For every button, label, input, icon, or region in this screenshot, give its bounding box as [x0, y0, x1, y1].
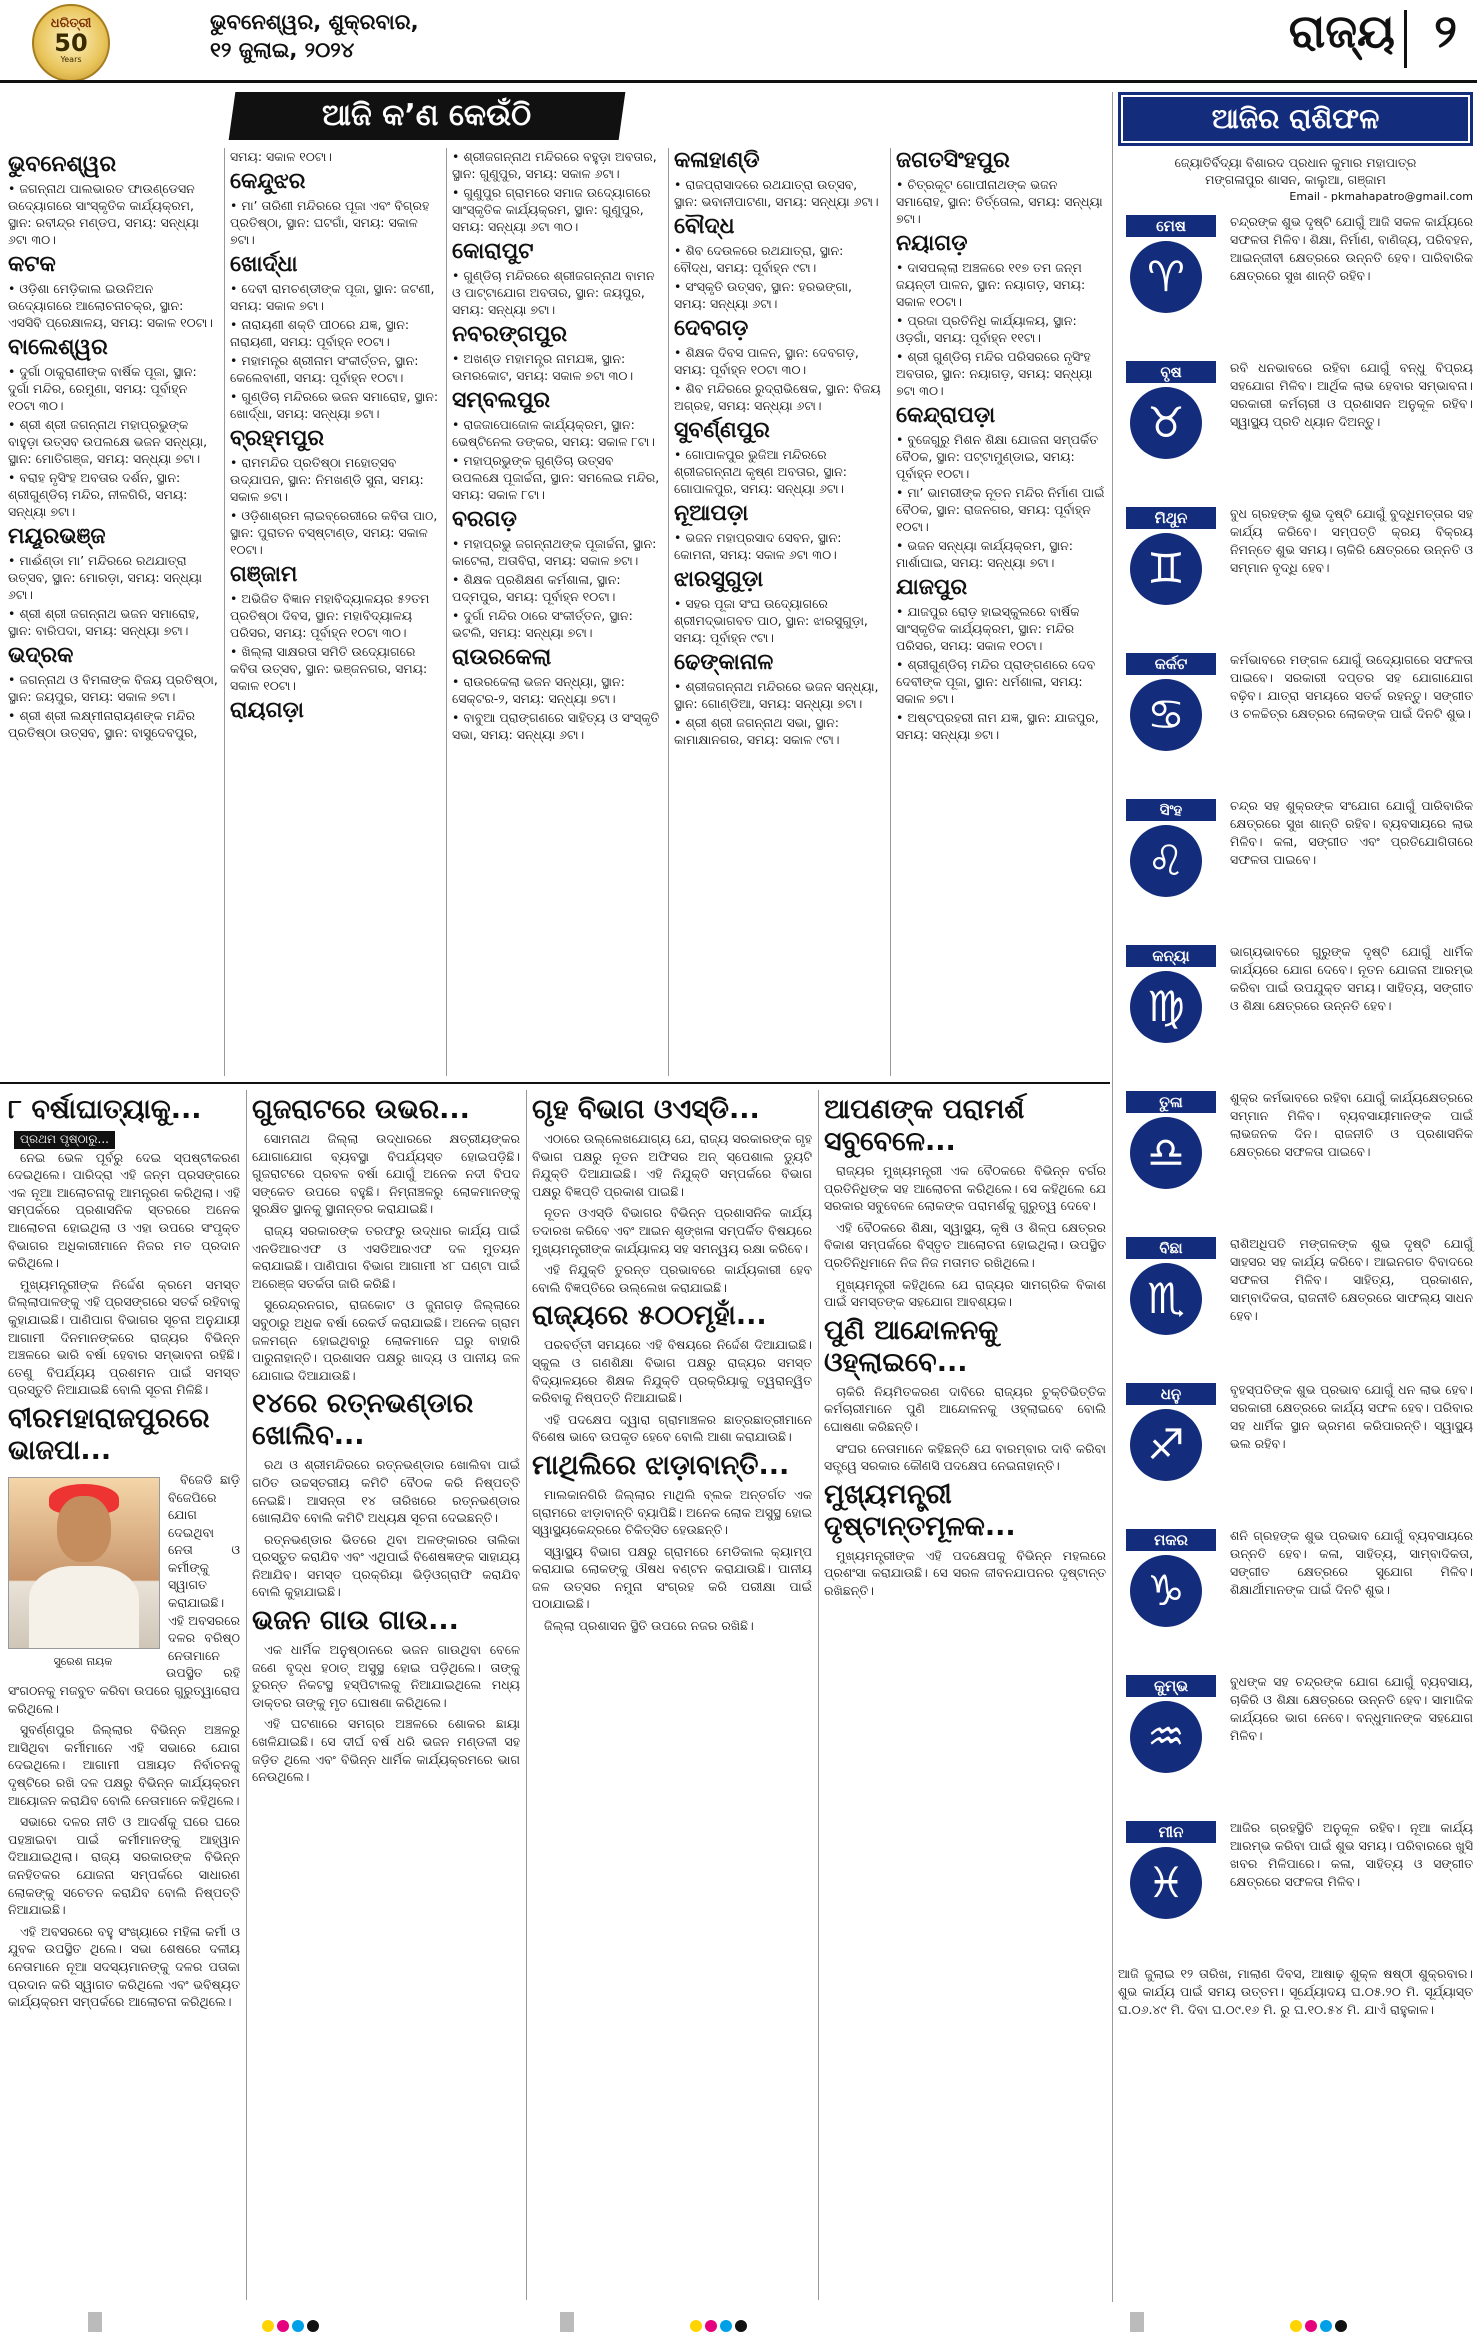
event-city-heading: ଖୋର୍ଦ୍ଧା	[230, 252, 298, 277]
headline-advice[interactable]: ଆପଣଙ୍କ ପରାମର୍ଶ ସବୁବେଳେ...	[824, 1094, 1025, 1157]
column-rule	[1112, 92, 1113, 2302]
event-item: • ଅଭିଜିତ ବିଜ୍ଞାନ ମହାବିଦ୍ୟାଳୟର ୫୨ତମ ପ୍ରତିଷ୍ଠା ଦିବସ, ସ୍ଥାନ: ମହାବିଦ୍ୟାଳୟ ପରିସର, ସମୟ: ପୂର୍ବାହ୍ନ ୧୦ଟା ୩୦।	[230, 590, 440, 641]
article-paragraph: ଏହି ପଦକ୍ଷେପ ଦ୍ୱାରା ଗ୍ରାମାଞ୍ଚଳର ଛାତ୍ରଛାତ୍ରୀମାନେ ବିଶେଷ ଭାବେ ଉପକୃତ ହେବେ ବୋଲି ଆଶା କରାଯାଉଛି।	[532, 1411, 812, 1445]
event-city-heading: ରାଉରକେଲା	[452, 645, 552, 670]
event-city-heading: ଝାରସୁଗୁଡ଼ା	[674, 567, 764, 592]
event-city-heading: ଢେଙ୍କାନାଳ	[674, 650, 774, 675]
event-city-heading: ଦେବଗଡ଼	[674, 316, 749, 341]
event-item: • ଯାଜପୁର ରୋଡ଼ ହାଇସ୍କୁଲରେ ବାର୍ଷିକ ସାଂସ୍କୃତିକ କାର୍ଯ୍ୟକ୍ରମ, ସ୍ଥାନ: ମନ୍ଦିର ପରିସର, ସମୟ: ସକାଳ ୧୦ଟା।	[896, 603, 1106, 654]
zodiac-forecast: ଶନି ଗ୍ରହଙ୍କ ଶୁଭ ପ୍ରଭାବ ଯୋଗୁଁ ବ୍ୟବସାୟରେ ଉନ୍ନତି ହେବ। କଳା, ସାହିତ୍ୟ, ସାମ୍ବାଦିକତା, ସଙ୍ଗୀତ କ୍ଷେତ୍ରରେ ସୁଯୋଗ ମିଳିବ। ଶିକ୍ଷାର୍ଥୀମାନଙ୍କ ପାଇଁ ଦିନଟି ଶୁଭ।	[1230, 1528, 1473, 1597]
masthead	[0, 0, 1477, 80]
logo-years-label: Years	[60, 55, 82, 64]
zodiac-label: ତୁଳା	[1126, 1091, 1216, 1113]
event-item: • ନାରାୟଣୀ ଶକ୍ତି ପୀଠରେ ଯଜ୍ଞ, ସ୍ଥାନ: ନାରାୟଣୀ, ସମୟ: ପୂର୍ବାହ୍ନ ୧୦ଟା।	[230, 316, 440, 350]
event-item: • ମହାପ୍ରଭୁ ଜଗନ୍ନାଥଙ୍କ ପୂଜାର୍ଚ୍ଚନା, ସ୍ଥାନ: କାଟେଲା, ଅତାବିରା, ସମୟ: ସକାଳ ୭ଟା।	[452, 535, 662, 569]
zodiac-label: ସିଂହ	[1126, 799, 1216, 821]
event-city-heading: ଭୁବନେଶ୍ୱର	[8, 152, 117, 177]
event-city-heading: ସୁବର୍ଣ୍ଣପୁର	[674, 418, 770, 443]
event-item: • ଚିତ୍ରକୂଟ ଗୋପୀନାଥଙ୍କ ଭଜନ ସମାରୋହ, ସ୍ଥାନ: ତିର୍ତ୍ତୋଲ, ସମୟ: ସନ୍ଧ୍ୟା ୭ଟା।	[896, 176, 1106, 227]
event-city-heading: ସମ୍ବଲପୁର	[452, 388, 551, 413]
zodiac-symbol-icon: ♓	[1130, 1847, 1202, 1919]
events-heading: ଆଜି କ’ଣ କେଉଁଠି	[229, 92, 626, 140]
zodiac-label: ଧନୁ	[1126, 1383, 1216, 1405]
section-title: ରାଜ୍ୟ	[1288, 4, 1395, 58]
event-item: • ଶ୍ରୀଜଗନ୍ନାଥ ମନ୍ଦିରରେ ବହୁଡ଼ା ଅବତାର, ସ୍ଥାନ: ଗୁଣୁପୁର, ସମୟ: ସକାଳ ୬ଟା।	[452, 148, 662, 182]
event-item: • ଅଖଣ୍ଡ ମହାମନ୍ତ୍ର ନାମଯଜ୍ଞ, ସ୍ଥାନ: ଉମରକୋଟ, ସମୟ: ସକାଳ ୭ଟା ୩୦।	[452, 350, 662, 384]
article-paragraph: ବିଜେଡି ଛାଡ଼ି ବିଜେପିରେ ଯୋଗ ଦେଇଥିବା ନେତା ଓ କର୍ମୀଙ୍କୁ ସ୍ୱାଗତ କରାଯାଇଛି। ଏହି ଅବସରରେ ଦଳର ବରିଷ୍ଠ ନେତାମାନେ ଉପସ୍ଥିତ ରହି ସଂଗଠନକୁ ମଜବୁତ କରିବା ଉପରେ ଗୁରୁତ୍ୱାରୋପ କରିଥିଲେ।	[8, 1471, 240, 1716]
dateline	[210, 8, 419, 64]
event-city-heading: ବ୍ରହ୍ମପୁର	[230, 426, 325, 451]
article-column-4	[824, 1090, 1106, 2300]
zodiac-entry	[1118, 1089, 1473, 1227]
event-item: • ଶ୍ରୀ ଶ୍ରୀ ଜଗନ୍ନାଥ ମହାପ୍ରଭୁଙ୍କ ବାହୁଡ଼ା ଉତ୍ସବ ଉପଲକ୍ଷେ ଭଜନ ସନ୍ଧ୍ୟା, ସ୍ଥାନ: ମୋତିଗଞ୍ଜ, ସମୟ: ସନ୍ଧ୍ୟା ୭ଟା।	[8, 416, 218, 467]
event-city-heading: କଟକ	[8, 252, 56, 277]
event-city-heading: ବୌଦ୍ଧ	[674, 214, 735, 239]
dateline-date: ୧୨ ଜୁଲାଇ, ୨୦୨୪	[210, 38, 355, 62]
article-paragraph: ଚାକିରି ନିୟମିତକରଣ ଦାବିରେ ରାଜ୍ୟର ଚୁକ୍ତିଭିତ୍ତିକ କର୍ମଚାରୀମାନେ ପୁଣି ଆନ୍ଦୋଳନକୁ ଓହ୍ଲାଇବେ ବୋଲି ଘୋଷଣା କରିଛନ୍ତି।	[824, 1383, 1106, 1434]
event-city-heading: ଭଦ୍ରକ	[8, 643, 74, 668]
print-mark	[560, 2312, 574, 2332]
zodiac-forecast: ଚନ୍ଦ୍ରଙ୍କ ଶୁଭ ଦୃଷ୍ଟି ଯୋଗୁଁ ଆଜି ସକଳ କାର୍ଯ୍ୟରେ ସଫଳତା ମିଳିବ। ଶିକ୍ଷା, ନିର୍ମାଣ, ବାଣିଜ୍ୟ, ପରିବହନ, ଆଇନ୍‌ଜୀବୀ କ୍ଷେତ୍ରରେ ଉନ୍ନତି ହେବ। ପାରିବାରିକ କ୍ଷେତ୍ରରେ ସୁଖ ଶାନ୍ତି ରହିବ।	[1230, 214, 1473, 283]
column-rule	[818, 1090, 819, 2300]
event-item: • ଗୁଣ୍ଡିଚା ମନ୍ଦିରରେ ଭଜନ ସମାରୋହ, ସ୍ଥାନ: ଖୋର୍ଦ୍ଧା, ସମୟ: ସନ୍ଧ୍ୟା ୭ଟା।	[230, 388, 440, 422]
headline-agitation[interactable]: ପୁଣି ଆନ୍ଦୋଳନକୁ ଓହ୍ଲାଇବେ...	[824, 1314, 999, 1378]
zodiac-label: ମେଷ	[1126, 215, 1216, 237]
events-listing	[8, 148, 1106, 1076]
headline-state-500[interactable]: ରାଜ୍ୟରେ ୫୦୦ମୃହାଁ...	[532, 1300, 767, 1332]
event-item: • ସଂସ୍କୃତି ଉତ୍ସବ, ସ୍ଥାନ: ହରଭଙ୍ଗା, ସମୟ: ସନ୍ଧ୍ୟା ୬ଟା।	[674, 278, 884, 312]
zodiac-entry	[1118, 505, 1473, 643]
event-item: • ଗୁଣ୍ଡିଚା ମନ୍ଦିରରେ ଶ୍ରୀଜଗନ୍ନାଥ ବାମନ ଓ ପାଟ୍ଟାଯୋଗ ଅବତାର, ସ୍ଥାନ: ଜୟପୁର, ସମୟ: ସନ୍ଧ୍ୟା ୭ଟା।	[452, 267, 662, 318]
event-item: • ଶିବ ମନ୍ଦିରରେ ରୁଦ୍ରାଭିଷେକ, ସ୍ଥାନ: ବିଜୟ ଅଗ୍ରହ, ସମୟ: ସନ୍ଧ୍ୟା ୬ଟା।	[674, 380, 884, 414]
event-item: • ରାଉରକେଲା ଭଜନ ସନ୍ଧ୍ୟା, ସ୍ଥାନ: ସେକ୍ଟର-୨, ସମୟ: ସନ୍ଧ୍ୟା ୭ଟା।	[452, 673, 662, 707]
event-city-heading: ନବରଙ୍ଗପୁର	[452, 322, 568, 347]
event-item: • ବାବୁଆ ପ୍ରାଙ୍ଗଣରେ ସାହିତ୍ୟ ଓ ସଂସ୍କୃତି ସଭା, ସମୟ: ସନ୍ଧ୍ୟା ୬ଟା।	[452, 709, 662, 743]
zodiac-forecast: ବୁଧଙ୍କ ସହ ଚନ୍ଦ୍ରଙ୍କ ଯୋଗ ଯୋଗୁଁ ବ୍ୟବସାୟ, ଚାକିରି ଓ ଶିକ୍ଷା କ୍ଷେତ୍ରରେ ଉନ୍ନତି ହେବ। ସାମାଜିକ କାର୍ଯ୍ୟରେ ଭାଗ ନେବେ। ବନ୍ଧୁମାନଙ୍କ ସହଯୋଗ ମିଳିବ।	[1230, 1674, 1473, 1743]
color-registration-marks	[1290, 2317, 1350, 2336]
event-item: • ଦାସପଲ୍ଲା ଅଞ୍ଚଳରେ ୧୧୭ ତମ ଜନ୍ମ ଜୟନ୍ତୀ ପାଳନ, ସ୍ଥାନ: ନୟାଗଡ଼, ସମୟ: ସକାଳ ୧୦ଟା।	[896, 259, 1106, 310]
dateline-place-day: ଭୁବନେଶ୍ୱର, ଶୁକ୍ରବାର,	[210, 10, 419, 34]
zodiac-forecast: ଶୁକ୍ର କର୍ମଭାବରେ ରହିବା ଯୋଗୁଁ କାର୍ଯ୍ୟକ୍ଷେତ୍ରରେ ସମ୍ମାନ ମିଳିବ। ବ୍ୟବସାୟୀମାନଙ୍କ ପାଇଁ ଲାଭଜନକ ଦିନ। ରାଜନୀତି ଓ ପ୍ରଶାସନିକ କ୍ଷେତ୍ରରେ ସଫଳତା ପାଇବେ।	[1230, 1090, 1473, 1159]
anniversary-seal	[32, 4, 110, 82]
event-city-heading: ନୟାଗଡ଼	[896, 231, 968, 256]
event-item: • ଶ୍ରୀଜଗନ୍ନାଥ ମନ୍ଦିରରେ ଭଜନ ସନ୍ଧ୍ୟା, ସ୍ଥାନ: ଗୋଣ୍ଡିଆ, ସମୟ: ସନ୍ଧ୍ୟା ୭ଟା।	[674, 678, 884, 712]
page-number: ୨	[1434, 4, 1457, 58]
zodiac-label: କୁମ୍ଭ	[1126, 1675, 1216, 1697]
column-rule	[246, 1090, 247, 2300]
event-item: • ଭଜନ ମହାପ୍ରସାଦ ସେବନ, ସ୍ଥାନ: କୋମନା, ସମୟ: ସକାଳ ୬ଟା ୩୦।	[674, 529, 884, 563]
astrologer-email[interactable]: Email - pkmahapatro@gmail.com	[1289, 190, 1473, 203]
headline-bjp[interactable]: ବୀରମହାରାଜପୁରରେ ଭାଜପା...	[8, 1402, 210, 1466]
continued-tag: ପ୍ରଥମ ପୃଷ୍ଠାରୁ...	[14, 1131, 115, 1149]
article-paragraph: ରାଜ୍ୟ ସରକାରଙ୍କ ତରଫରୁ ଉଦ୍ଧାର କାର୍ଯ୍ୟ ପାଇଁ ଏନଡିଆରଏଫ ଓ ଏସଡିଆରଏଫ ଦଳ ମୁତୟନ କରାଯାଇଛି। ପାଣିପାଗ ବିଭାଗ ଆଗାମୀ ୪୮ ଘଣ୍ଟା ପାଇଁ ଅରେଞ୍ଜ ସତର୍କତା ଜାରି କରିଛି।	[252, 1222, 520, 1291]
event-item: • ଶ୍ରୀଗୁଣ୍ଡିଚା ମନ୍ଦିର ପ୍ରାଙ୍ଗଣରେ ଦେବ ଦେବୀଙ୍କ ପୂଜା, ସ୍ଥାନ: ଧର୍ମଶାଳା, ସମୟ: ସକାଳ ୭ଟା।	[896, 656, 1106, 707]
article-paragraph: ଏହି ଅବସରରେ ବହୁ ସଂଖ୍ୟାରେ ମହିଳା କର୍ମୀ ଓ ଯୁବକ ଉପସ୍ଥିତ ଥିଲେ। ସଭା ଶେଷରେ ଦଳୀୟ ନେତାମାନେ ନୂଆ ସଦସ୍ୟମାନଙ୍କୁ ଦଳର ପତାକା ପ୍ରଦାନ କରି ସ୍ୱାଗତ କରିଥିଲେ ଏବଂ ଭବିଷ୍ୟତ କାର୍ଯ୍ୟକ୍ରମ ସମ୍ପର୍କରେ ଆଲୋଚନା କରିଥିଲେ।	[8, 1923, 240, 2010]
event-city-heading: ଗଞ୍ଜାମ	[230, 562, 298, 587]
article-paragraph: ଏହି ନିଯୁକ୍ତି ତୁରନ୍ତ ପ୍ରଭାବରେ କାର୍ଯ୍ୟକାରୀ ହେବ ବୋଲି ବିଜ୍ଞପ୍ତିରେ ଉଲ୍ଲେଖ କରାଯାଇଛି।	[532, 1262, 812, 1295]
event-item: • ରାଜଜାପୋଜୋଳ କାର୍ଯ୍ୟକ୍ରମ, ସ୍ଥାନ: ଭେଷ୍ଟିନେଲ ଡଙ୍କର, ସମୟ: ସକାଳ ୮ଟା।	[452, 416, 662, 450]
zodiac-symbol-icon: ♌	[1130, 825, 1202, 897]
zodiac-label: ବିଛା	[1126, 1237, 1216, 1259]
event-item: • ମାଈଁଣ୍ଡା ମା’ ମନ୍ଦିରରେ ରଥଯାତ୍ରା ଉତ୍ସବ, ସ୍ଥାନ: ମୋରଡ଼ା, ସମୟ: ସନ୍ଧ୍ୟା ୬ଟା।	[8, 552, 218, 603]
logo-name: ଧରିତ୍ରୀ	[50, 16, 92, 31]
color-registration-marks	[262, 2317, 322, 2336]
headline-ratna-bhandar[interactable]: ୧୪ରେ ରତ୍ନଭଣ୍ଡାର ଖୋଲିବ...	[252, 1388, 474, 1452]
article-paragraph: ଏହି ବୈଠକରେ ଶିକ୍ଷା, ସ୍ୱାସ୍ଥ୍ୟ, କୃଷି ଓ ଶିଳ୍ପ କ୍ଷେତ୍ରର ବିକାଶ ସମ୍ପର୍କରେ ବିସ୍ତୃତ ଆଲୋଚନା ହୋଇଥିଲା। ଉପସ୍ଥିତ ପ୍ରତିନିଧିମାନେ ନିଜ ନିଜ ମତାମତ ରଖିଥିଲେ।	[824, 1219, 1106, 1270]
headline-bhajan[interactable]: ଭଜନ ଗାଉ ଗାଉ...	[252, 1605, 459, 1637]
event-city-heading: ଯାଜପୁର	[896, 575, 968, 600]
event-item: • ଶିକ୍ଷକ ପ୍ରଶିକ୍ଷଣ କର୍ମଶାଳା, ସ୍ଥାନ: ପଦ୍ମପୁର, ସମୟ: ପୂର୍ବାହ୍ନ ୧୦ଟା।	[452, 571, 662, 605]
zodiac-entry	[1118, 651, 1473, 789]
zodiac-forecast: ଚନ୍ଦ୍ର ସହ ଶୁକ୍ରଙ୍କ ସଂଯୋଗ ଯୋଗୁଁ ପାରିବାରିକ କ୍ଷେତ୍ରରେ ସୁଖ ଶାନ୍ତି ରହିବ। ବ୍ୟବସାୟରେ ଲାଭ ମିଳିବ। କଳା, ସଙ୍ଗୀତ ଏବଂ ପ୍ରତିଯୋଗିତାରେ ସଫଳତା ପାଇବେ।	[1230, 798, 1473, 867]
event-city-heading: କେନ୍ଦ୍ରାପଡ଼ା	[896, 403, 996, 428]
event-item: • ଶିବ ଦେଉଳରେ ରଥଯାତ୍ରା, ସ୍ଥାନ: ବୌଦ୍ଧ, ସମୟ: ପୂର୍ବାହ୍ନ ୯ଟା।	[674, 242, 884, 276]
zodiac-entry	[1118, 1819, 1473, 1957]
article-paragraph: ମାଲକାନଗିରି ଜିଲ୍ଲାର ମାଥିଲି ବ୍ଲକ ଅନ୍ତର୍ଗତ ଏକ ଗ୍ରାମରେ ଝାଡ଼ାବାନ୍ତି ବ୍ୟାପିଛି। ଅନେକ ଲୋକ ଅସୁସ୍ଥ ହୋଇ ସ୍ୱାସ୍ଥ୍ୟକେନ୍ଦ୍ରରେ ଚିକିତ୍ସିତ ହେଉଛନ୍ତି।	[532, 1486, 812, 1538]
event-item: • ଶ୍ରୀ ଗୁଣ୍ଡିଚା ମନ୍ଦିର ପରିସରରେ ନୃସିଂହ ଅବତାର, ସ୍ଥାନ: ନୟାଗଡ଼, ସମୟ: ସନ୍ଧ୍ୟା ୭ଟା ୩୦।	[896, 348, 1106, 399]
zodiac-symbol-icon: ♉	[1130, 387, 1202, 459]
zodiac-symbol-icon: ♈	[1130, 241, 1202, 313]
article-paragraph: ରତ୍ନଭଣ୍ଡାର ଭିତରେ ଥିବା ଅଳଙ୍କାରର ତାଲିକା ପ୍ରସ୍ତୁତ କରାଯିବ ଏବଂ ଏଥିପାଇଁ ବିଶେଷଜ୍ଞଙ୍କ ସାହାଯ୍ୟ ନିଆଯିବ। ସମସ୍ତ ପ୍ରକ୍ରିୟା ଭିଡ଼ିଓଗ୍ରାଫି କରାଯିବ ବୋଲି କୁହାଯାଇଛି।	[252, 1531, 520, 1600]
color-registration-marks	[690, 2317, 750, 2336]
article-column-1	[8, 1090, 240, 2300]
event-item: • ଓଡ଼ିଶା ମେଡ଼ିକାଲ ଇଉନିଅନ ଉଦ୍ୟୋଗରେ ଆଲୋଚନାଚକ୍ର, ସ୍ଥାନ: ଏସସିବି ପ୍ରେକ୍ଷାଳୟ, ସମୟ: ସକାଳ ୧୦ଟା।	[8, 280, 218, 331]
event-item: • ଜଗନ୍ନାଥ ଓ ବିମଳାଙ୍କ ବିଜୟ ପ୍ରତିଷ୍ଠା, ସ୍ଥାନ: ଜୟପୁର, ସମୟ: ସକାଳ ୭ଟା।	[8, 671, 218, 705]
article-paragraph: ସୋମନାଥ ଜିଲ୍ଲା ଉଦ୍ଧାରରେ କ୍ଷତ୍ରୀୟଙ୍କର ଯୋଗାଯୋଗ ବ୍ୟବସ୍ଥା ବିପର୍ଯ୍ୟସ୍ତ ହୋଇପଡ଼ିଛି। ଗୁଜରାଟରେ ପ୍ରବଳ ବର୍ଷା ଯୋଗୁଁ ଅନେକ ନଦୀ ବିପଦ ସଙ୍କେତ ଉପରେ ବହୁଛି। ନିମ୍ନାଞ୍ଚଳରୁ ଲୋକମାନଙ୍କୁ ସୁରକ୍ଷିତ ସ୍ଥାନକୁ ସ୍ଥାନାନ୍ତର କରାଯାଇଛି।	[252, 1131, 520, 1217]
zodiac-symbol-icon: ♊	[1130, 533, 1202, 605]
event-item: • ଖିଲ୍ଲା ସାକ୍ଷରତା ସମିତି ଉଦ୍ୟୋଗରେ କବିତା ଉତ୍ସବ, ସ୍ଥାନ: ଭଞ୍ଜନଗର, ସମୟ: ସକାଳ ୧୦ଟା।	[230, 643, 440, 694]
zodiac-symbol-icon: ♋	[1130, 679, 1202, 751]
event-city-heading: ବରଗଡ଼	[452, 507, 517, 532]
event-item: • ଜଗନ୍ନାଥ ପାଲଭାରତ ଫାଉଣ୍ଡେସନ ଉଦ୍ୟୋଗରେ ସାଂସ୍କୃତିକ କାର୍ଯ୍ୟକ୍ରମ, ସ୍ଥାନ: ରବୀନ୍ଦ୍ର ମଣ୍ଡପ, ସମୟ: ସନ୍ଧ୍ୟା ୬ଟା ୩୦।	[8, 180, 218, 248]
zodiac-forecast: ଆଜିର ଗ୍ରହସ୍ଥିତି ଅନୁକୂଳ ରହିବ। ନୂଆ କାର୍ଯ୍ୟ ଆରମ୍ଭ କରିବା ପାଇଁ ଶୁଭ ସମୟ। ପରିବାରରେ ଖୁସି ଖବର ମିଳିପାରେ। କଳା, ସାହିତ୍ୟ ଓ ସଙ୍ଗୀତ କ୍ଷେତ୍ରରେ ସଫଳତା ମିଳିବ।	[1230, 1820, 1473, 1889]
zodiac-symbol-icon: ♏	[1130, 1263, 1202, 1335]
article-paragraph: ଏକ ଧାର୍ମିକ ଅନୁଷ୍ଠାନରେ ଭଜନ ଗାଉଥିବା ବେଳେ ଜଣେ ବୃଦ୍ଧ ହଠାତ୍ ଅସୁସ୍ଥ ହୋଇ ପଡ଼ିଥିଲେ। ତାଙ୍କୁ ତୁରନ୍ତ ନିକଟସ୍ଥ ହସ୍ପିଟାଲକୁ ନିଆଯାଇଥିଲେ ମଧ୍ୟ ଡାକ୍ତର ତାଙ୍କୁ ମୃତ ଘୋଷଣା କରିଥିଲେ।	[252, 1642, 520, 1710]
event-city-heading: ବାଲେଶ୍ୱର	[8, 335, 108, 360]
article-paragraph: ମୁଖ୍ୟମନ୍ତ୍ରୀଙ୍କ ଏହି ପଦକ୍ଷେପକୁ ବିଭିନ୍ନ ମହଲରେ ପ୍ରଶଂସା କରାଯାଉଛି। ସେ ସରଳ ଜୀବନଯାପନର ଦୃଷ୍ଟାନ୍ତ ରଖିଛନ୍ତି।	[824, 1547, 1106, 1598]
event-item: • ଭଜନ ସନ୍ଧ୍ୟା କାର୍ଯ୍ୟକ୍ରମ, ସ୍ଥାନ: ମାର୍ଶାଘାଇ, ସମୟ: ସନ୍ଧ୍ୟା ୭ଟା।	[896, 537, 1106, 571]
event-city-heading: କଳାହାଣ୍ଡି	[674, 148, 760, 173]
zodiac-symbol-icon: ♐	[1130, 1409, 1202, 1481]
event-city-heading: ମୟୂରଭଞ୍ଜ	[8, 524, 106, 549]
newspaper-logo[interactable]	[10, 4, 178, 76]
event-item: • ଶ୍ରୀ ଶ୍ରୀ ଜଗନ୍ନାଥ ଭଜନ ସମାରୋହ, ସ୍ଥାନ: ବାରିପଦା, ସମୟ: ସନ୍ଧ୍ୟା ୭ଟା।	[8, 605, 218, 639]
event-city-heading: ଜଗତସିଂହପୁର	[896, 148, 1010, 173]
article-paragraph: ଏଠାରେ ଉଲ୍ଲେଖଯୋଗ୍ୟ ଯେ, ରାଜ୍ୟ ସରକାରଙ୍କ ଗୃହ ବିଭାଗ ପକ୍ଷରୁ ନୂତନ ଅଫିସର ଅନ୍ ସ୍ପେଶାଲ ଡ୍ୟୁଟି ନିଯୁକ୍ତି ଦିଆଯାଇଛି। ଏହି ନିଯୁକ୍ତି ସମ୍ପର୍କରେ ବିଭାଗ ପକ୍ଷରୁ ବିଜ୍ଞପ୍ତି ପ୍ରକାଶ ପାଇଛି।	[532, 1131, 812, 1199]
article-paragraph: ପରବର୍ତ୍ତୀ ସମୟରେ ଏହି ବିଷୟରେ ନିର୍ଦ୍ଦେଶ ଦିଆଯାଇଛି। ସ୍କୁଲ ଓ ଗଣଶିକ୍ଷା ବିଭାଗ ପକ୍ଷରୁ ରାଜ୍ୟର ସମସ୍ତ ବିଦ୍ୟାଳୟରେ ଶିକ୍ଷକ ନିଯୁକ୍ତି ପ୍ରକ୍ରିୟାକୁ ତ୍ୱରାନ୍ୱିତ କରିବାକୁ ନିଷ୍ପତ୍ତି ନିଆଯାଇଛି।	[532, 1337, 812, 1406]
zodiac-label: ବୃଷ	[1126, 361, 1216, 383]
event-item: • ବରାହ ନୃସିଂହ ଅବତାର ଦର୍ଶନ, ସ୍ଥାନ: ଶ୍ରୀଗୁଣ୍ଡିଚା ମନ୍ଦିର, ନୀଳଗିରି, ସମୟ: ସନ୍ଧ୍ୟା ୭ଟା।	[8, 469, 218, 520]
event-city-heading: ରାୟଗଡ଼ା	[230, 698, 304, 723]
event-item: • ଦେବୀ ରାମଚଣ୍ଡୀଙ୍କ ପୂଜା, ସ୍ଥାନ: ଜଟଣୀ, ସମୟ: ସକାଳ ୭ଟା।	[230, 280, 440, 314]
event-item: • ରାଜପ୍ରାସାଦରେ ରଥଯାତ୍ରା ଉତ୍ସବ, ସ୍ଥାନ: ଭବାନୀପାଟଣା, ସମୟ: ସନ୍ଧ୍ୟା ୬ଟା।	[674, 176, 884, 210]
header-rule	[0, 80, 1477, 83]
zodiac-forecast: ଭାଗ୍ୟଭାବରେ ଗୁରୁଙ୍କ ଦୃଷ୍ଟି ଯୋଗୁଁ ଧାର୍ମିକ କାର୍ଯ୍ୟରେ ଯୋଗ ଦେବେ। ନୂତନ ଯୋଜନା ଆରମ୍ଭ କରିବା ପାଇଁ ଉପଯୁକ୍ତ ସମୟ। ସାହିତ୍ୟ, ସଙ୍ଗୀତ ଓ ଶିକ୍ଷା କ୍ଷେତ୍ରରେ ଉନ୍ନତି ହେବ।	[1230, 944, 1473, 1013]
event-item: • ପ୍ରଜା ପ୍ରତିନିଧି କାର୍ଯ୍ୟାଳୟ, ସ୍ଥାନ: ଓଡ଼ଗାଁ, ସମୟ: ପୂର୍ବାହ୍ନ ୧୧ଟା।	[896, 312, 1106, 346]
zodiac-label: ମକର	[1126, 1529, 1216, 1551]
zodiac-entry	[1118, 1673, 1473, 1811]
print-mark	[1130, 2312, 1144, 2332]
event-item: • ରାମମନ୍ଦିର ପ୍ରତିଷ୍ଠା ମହୋତ୍ସବ ଉଦ୍‌ଯାପନ, ସ୍ଥାନ: ନିମଖଣ୍ଡି ସୁନା, ସମୟ: ସକାଳ ୭ଟା।	[230, 454, 440, 505]
event-item: • ସହର ପୂଜା ସଂଘ ଉଦ୍ୟୋଗରେ ଶ୍ରୀମଦ୍ଭାଗବତ ପାଠ, ସ୍ଥାନ: ଝାରସୁଗୁଡ଼ା, ସମୟ: ପୂର୍ବାହ୍ନ ୯ଟା।	[674, 595, 884, 646]
person-photo	[8, 1477, 160, 1649]
astrologer-place: ମଙ୍ଗଳାପୁର ଶାସନ, କାଲୁଆ, ଗଞ୍ଜାମ	[1205, 172, 1386, 187]
article-column-2	[252, 1090, 520, 2300]
article-paragraph: ଏହି ଘଟଣାରେ ସମଗ୍ର ଅଞ୍ଚଳରେ ଶୋକର ଛାୟା ଖେଳିଯାଇଛି। ସେ ଦୀର୍ଘ ବର୍ଷ ଧରି ଭଜନ ମଣ୍ଡଳୀ ସହ ଜଡ଼ିତ ଥିଲେ ଏବଂ ବିଭିନ୍ନ ଧାର୍ମିକ କାର୍ଯ୍ୟକ୍ରମରେ ଭାଗ ନେଉଥିଲେ।	[252, 1716, 520, 1785]
zodiac-entry	[1118, 797, 1473, 935]
zodiac-entry	[1118, 1381, 1473, 1519]
headline-cm[interactable]: ମୁଖ୍ୟମନ୍ତ୍ରୀ ଦୃଷ୍ଟାନ୍ତମୂଳକ...	[824, 1478, 1016, 1542]
zodiac-forecast: ବୁଧ ଗ୍ରହଙ୍କ ଶୁଭ ଦୃଷ୍ଟି ଯୋଗୁଁ ବୁଦ୍ଧିମତ୍ତାର ସହ କାର୍ଯ୍ୟ କରିବେ। ସମ୍ପତ୍ତି କ୍ରୟ ବିକ୍ରୟ ନିମନ୍ତେ ଶୁଭ ସମୟ। ଚାକିରି କ୍ଷେତ୍ରରେ ଉନ୍ନତି ଓ ସମ୍ମାନ ବୃଦ୍ଧି ହେବ।	[1230, 506, 1473, 575]
zodiac-forecast: ରବି ଧନଭାବରେ ରହିବା ଯୋଗୁଁ ବନ୍ଧୁ ବିପ୍ରୟ ସହଯୋଗ ମିଳିବ। ଆର୍ଥିକ ଲାଭ ହେବାର ସମ୍ଭାବନା। ସରକାରୀ କର୍ମଚାରୀ ଓ ପ୍ରଶାସନ ଅନୁକୂଳ ରହିବ। ସ୍ୱାସ୍ଥ୍ୟ ପ୍ରତି ଧ୍ୟାନ ଦିଅନ୍ତୁ।	[1230, 360, 1473, 429]
article-paragraph: ସୁରେନ୍ଦ୍ରନଗର, ରାଜକୋଟ ଓ ଜୁନାଗଡ଼ ଜିଲ୍ଲାରେ ସବୁଠାରୁ ଅଧିକ ବର୍ଷା ରେକର୍ଡ କରାଯାଇଛି। ଅନେକ ଗ୍ରାମ ଜଳମଗ୍ନ ହୋଇଥିବାରୁ ଲୋକମାନେ ଘରୁ ବାହାରି ପାରୁନାହାନ୍ତି। ପ୍ରଶାସନ ପକ୍ଷରୁ ଖାଦ୍ୟ ଓ ପାନୀୟ ଜଳ ଯୋଗାଇ ଦିଆଯାଉଛି।	[252, 1297, 520, 1383]
article-paragraph: ରାଜ୍ୟର ମୁଖ୍ୟମନ୍ତ୍ରୀ ଏକ ବୈଠକରେ ବିଭିନ୍ନ ବର୍ଗର ପ୍ରତିନିଧିଙ୍କ ସହ ଆଲୋଚନା କରିଥିଲେ। ସେ କହିଥିଲେ ଯେ ସରକାର ସବୁବେଳେ ଲୋକଙ୍କ ପରାମର୍ଶକୁ ଗୁରୁତ୍ୱ ଦେବେ।	[824, 1163, 1106, 1214]
event-item: • ଶିକ୍ଷକ ଦିବସ ପାଳନ, ସ୍ଥାନ: ଦେବଗଡ଼, ସମୟ: ପୂର୍ବାହ୍ନ ୧୦ଟା ୩୦।	[674, 344, 884, 378]
article-paragraph: ସ୍ୱାସ୍ଥ୍ୟ ବିଭାଗ ପକ୍ଷରୁ ଗ୍ରାମରେ ମେଡିକାଲ କ୍ୟାମ୍ପ କରାଯାଇ ଲୋକଙ୍କୁ ଔଷଧ ବଣ୍ଟନ କରାଯାଉଛି। ପାନୀୟ ଜଳ ଉତ୍ସର ନମୁନା ସଂଗ୍ରହ କରି ପରୀକ୍ଷା ପାଇଁ ପଠାଯାଇଛି।	[532, 1543, 812, 1612]
zodiac-symbol-icon: ♒	[1130, 1701, 1202, 1773]
zodiac-symbol-icon: ♎	[1130, 1117, 1202, 1189]
article-paragraph: ନୂତନ ଓଏସ୍‌ଡି ବିଭାଗର ବିଭିନ୍ନ ପ୍ରଶାସନିକ କାର୍ଯ୍ୟ ତଦାରଖ କରିବେ ଏବଂ ଆଇନ ଶୃଙ୍ଖଳା ସମ୍ପର୍କିତ ବିଷୟରେ ମୁଖ୍ୟମନ୍ତ୍ରୀଙ୍କ କାର୍ଯ୍ୟାଳୟ ସହ ସମନ୍ୱୟ ରକ୍ଷା କରିବେ।	[532, 1205, 812, 1256]
zodiac-label: ମୀନ	[1126, 1821, 1216, 1843]
event-item: • ଗୁଣୁପୁର ଗ୍ରାମରେ ସମାଜ ଉଦ୍ୟୋଗରେ ସାଂସ୍କୃତିକ କାର୍ଯ୍ୟକ୍ରମ, ସ୍ଥାନ: ଗୁଣୁପୁର, ସମୟ: ସନ୍ଧ୍ୟା ୬ଟା ୩୦।	[452, 184, 662, 235]
event-item: • ମା’ ଭାମରୀଙ୍କ ନୂତନ ମନ୍ଦିର ନିର୍ମାଣ ପାଇଁ ବୈଠକ, ସ୍ଥାନ: ରାଜନଗର, ସମୟ: ପୂର୍ବାହ୍ନ ୧୦ଟା।	[896, 484, 1106, 535]
zodiac-entry	[1118, 1235, 1473, 1373]
zodiac-label: କର୍କଟ	[1126, 653, 1216, 675]
event-item: • ଓଡ଼ିଶାଶ୍ରମ ଲାଇବ୍ରେରୀରେ କବିତା ପାଠ, ସ୍ଥାନ: ପୁରାତନ ବସ୍‌ଷ୍ଟାଣ୍ଡ, ସମୟ: ସକାଳ ୧୦ଟା।	[230, 507, 440, 558]
article-column-3	[532, 1090, 812, 2300]
headline-mathili[interactable]: ମାଥିଲିରେ ଝାଡ଼ାବାନ୍ତି...	[532, 1449, 790, 1481]
event-item: • ଦୁର୍ଗା ମନ୍ଦିର ଠାରେ ସଂକୀର୍ତ୍ତନ, ସ୍ଥାନ: ଭଟଲି, ସମୟ: ସନ୍ଧ୍ୟା ୭ଟା।	[452, 607, 662, 641]
horoscope-title: ଆଜିର ରାଶିଫଳ	[1118, 92, 1473, 146]
event-item: • ଶ୍ରୀ ଶ୍ରୀ ଜଗନ୍ନାଥ ସଭା, ସ୍ଥାନ: କାମାକ୍ଷାନଗର, ସମୟ: ସକାଳ ୯ଟା।	[674, 714, 884, 748]
zodiac-entry	[1118, 1527, 1473, 1665]
zodiac-symbol-icon: ♍	[1130, 971, 1202, 1043]
headline-home-dept[interactable]: ଗୃହ ବିଭାଗ ଓଏସ୍‌ଡି...	[532, 1094, 760, 1125]
event-city-heading: କୋରାପୁଟ	[452, 239, 534, 264]
header-divider	[1404, 10, 1407, 68]
event-item: • ଶ୍ରୀ ଶ୍ରୀ ଲକ୍ଷ୍ମୀନାରାୟଣଙ୍କ ମନ୍ଦିର ପ୍ରତିଷ୍ଠା ଉତ୍ସବ, ସ୍ଥାନ: ବାସୁଦେବପୁର, ସମୟ: ସକାଳ ୧୦ଟା।	[8, 148, 440, 748]
column-rule	[526, 1090, 527, 2300]
article-paragraph: ମୁଖ୍ୟମନ୍ତ୍ରୀ କହିଥିଲେ ଯେ ରାଜ୍ୟର ସାମଗ୍ରିକ ବିକାଶ ପାଇଁ ସମସ୍ତଙ୍କ ସହଯୋଗ ଆବଶ୍ୟକ।	[824, 1276, 1106, 1310]
article-paragraph: ସଭାରେ ଦଳର ନୀତି ଓ ଆଦର୍ଶକୁ ଘରେ ଘରେ ପହଞ୍ଚାଇବା ପାଇଁ କର୍ମୀମାନଙ୍କୁ ଆହ୍ୱାନ ଦିଆଯାଇଥିଲା। ରାଜ୍ୟ ସରକାରଙ୍କ ବିଭିନ୍ନ ଜନହିତକର ଯୋଜନା ସମ୍ପର୍କରେ ସାଧାରଣ ଲୋକଙ୍କୁ ସଚେତନ କରାଯିବ ବୋଲି ନିଷ୍ପତ୍ତି ନିଆଯାଇଛି।	[8, 1814, 240, 1918]
zodiac-entry	[1118, 359, 1473, 497]
print-mark	[88, 2312, 102, 2332]
headline-gujarat[interactable]: ଗୁଜରାଟରେ ଉଭର...	[252, 1094, 470, 1125]
article-paragraph: ଜିଲ୍ଲା ପ୍ରଶାସନ ସ୍ଥିତି ଉପରେ ନଜର ରଖିଛି।	[544, 1618, 754, 1634]
article-paragraph: ନେଇ ଭେଳ ପୂର୍ବରୁ ଦେଇ ସ୍ପଷ୍ଟୀକରଣ ଦେଇଥିଲେ। ପାରିଦ୍ରା ଏହି ଜନ୍ମ ପ୍ରସଙ୍ଗରେ ଏକ ନୂଆ ଆଲୋଚନାକୁ ଆମନ୍ତ୍ରଣ କରିଥିଲା। ଏହି ସମ୍ପର୍କରେ ପ୍ରଶାସନିକ ସ୍ତରରେ ଅନେକ ଆଲୋଚନା ହୋଇଥିଲା ଓ ଏହା ଉପରେ ସଂପୃକ୍ତ ବିଭାଗର ଅଧିକାରୀମାନେ ନିଜର ମତ ପ୍ରଦାନ କରିଥିଲେ।	[8, 1149, 240, 1271]
logo-years: 50	[54, 29, 88, 57]
astrologer-credit	[1118, 154, 1473, 205]
zodiac-entry	[1118, 213, 1473, 351]
astrologer-name: ଜ୍ୟୋତିର୍ବିଦ୍ୟା ବିଶାରଦ ପ୍ରଧାନ କୁମାର ମହାପାତ୍ର	[1174, 155, 1417, 170]
event-city-heading: କେନ୍ଦୁଝର	[230, 169, 306, 194]
zodiac-forecast: ରାଶିଅଧିପତି ମଙ୍ଗଳଙ୍କ ଶୁଭ ଦୃଷ୍ଟି ଯୋଗୁଁ ସାହସର ସହ କାର୍ଯ୍ୟ କରିବେ। ଆଇନଗତ ବିବାଦରେ ସଫଳତା ମିଳିବ। ସାହିତ୍ୟ, ପ୍ରକାଶନ, ସାମ୍ବାଦିକତା, ରାଜନୀତି କ୍ଷେତ୍ରରେ ସାଫଲ୍ୟ ସାଧନ ହେବ।	[1230, 1236, 1473, 1323]
almanac-note: ଆଜି ଜୁଲାଇ ୧୨ ତାରିଖ, ମାଲାଣ ଦିବସ, ଆଷାଢ଼ ଶୁକ୍ଳ ଷଷ୍ଠୀ ଶୁକ୍ରବାର। ଶୁଭ କାର୍ଯ୍ୟ ପାଇଁ ସମୟ ଉତ୍ତମ। ସୂର୍ଯ୍ୟୋଦୟ ଘ.୦୫.୨୦ ମି. ସୂର୍ଯ୍ୟାସ୍ତ ଘ.୦୬.୪୯ ମି. ଦିବା ଘ.୦୯.୧୬ ମି. ରୁ ଘ.୧୦.୫୪ ମି. ଯାଏଁ ରାହୁକାଳ।	[1118, 1966, 1473, 2017]
zodiac-symbol-icon: ♑	[1130, 1555, 1202, 1627]
zodiac-forecast: କର୍ମଭାବରେ ମଙ୍ଗଳ ଯୋଗୁଁ ଉଦ୍ୟୋଗରେ ସଫଳତା ପାଇବେ। ସରକାରୀ ଦପ୍ତର ସହ ଯୋଗାଯୋଗ ବଢ଼ିବ। ଯାତ୍ରା ସମୟରେ ସତର୍କ ରହନ୍ତୁ। ସଙ୍ଗୀତ ଓ ଚଳଚ୍ଚିତ୍ର କ୍ଷେତ୍ରର ଲୋକଙ୍କ ପାଇଁ ଦିନଟି ଶୁଭ।	[1230, 652, 1473, 721]
event-city-heading: ନୂଆପଡ଼ା	[674, 501, 749, 526]
headline-rain[interactable]: ୮ ବର୍ଷାଘାତ୍ୟାକୁ...	[8, 1094, 202, 1125]
zodiac-label: ମିଥୁନ	[1126, 507, 1216, 529]
event-item: • ଅଷ୍ଟପ୍ରହରୀ ନାମ ଯଜ୍ଞ, ସ୍ଥାନ: ଯାଜପୁର, ସମୟ: ସନ୍ଧ୍ୟା ୭ଟା।	[896, 709, 1106, 743]
event-item: • ଗୋପାଳପୁର ଭୁଜିଆ ମନ୍ଦିରରେ ଶ୍ରୀଜଗନ୍ନାଥ କୃଷ୍ଣ ଅବତାର, ସ୍ଥାନ: ଗୋପାଳପୁର, ସମୟ: ସନ୍ଧ୍ୟା ୬ଟା।	[674, 446, 884, 497]
article-paragraph: ସଂଘର ନେତାମାନେ କହିଛନ୍ତି ଯେ ବାରମ୍ବାର ଦାବି କରିବା ସତ୍ତ୍ୱେ ସରକାର କୌଣସି ପଦକ୍ଷେପ ନେଇନାହାନ୍ତି।	[824, 1440, 1106, 1474]
event-item: • ମା’ ତାରିଣୀ ମନ୍ଦିରରେ ପୂଜା ଏବଂ ବିଗ୍ରହ ପ୍ରତିଷ୍ଠା, ସ୍ଥାନ: ଘଟଗାଁ, ସମୟ: ସକାଳ ୭ଟା।	[230, 197, 440, 248]
event-item: • ମହାମନ୍ତ୍ର ଶ୍ରୀନାମ ସଂକୀର୍ତ୍ତନ, ସ୍ଥାନ: କେଲେବାଣୀ, ସମୟ: ପୂର୍ବାହ୍ନ ୧୦ଟା।	[230, 352, 440, 386]
article-paragraph: ମୁଖ୍ୟମନ୍ତ୍ରୀଙ୍କ ନିର୍ଦ୍ଦେଶ କ୍ରମେ ସମସ୍ତ ଜିଲ୍ଲାପାଳଙ୍କୁ ଏହି ପ୍ରସଙ୍ଗରେ ସତର୍କ ରହିବାକୁ କୁହାଯାଇଛି। ପାଣିପାଗ ବିଭାଗର ସୂଚନା ଅନୁଯାୟୀ ଆଗାମୀ ଦିନମାନଙ୍କରେ ରାଜ୍ୟର ବିଭିନ୍ନ ଅଞ୍ଚଳରେ ଭାରି ବର୍ଷା ହେବାର ସମ୍ଭାବନା ରହିଛି। ତେଣୁ ବିପର୍ଯ୍ୟୟ ପ୍ରଶମନ ପାଇଁ ସମସ୍ତ ପ୍ରସ୍ତୁତି ନିଆଯାଇଛି ବୋଲି ସୂଚନା ମିଳିଛି।	[8, 1276, 240, 1398]
event-item: • ଦୁର୍ଗା ଠାକୁରାଣୀଙ୍କ ବାର୍ଷିକ ପୂଜା, ସ୍ଥାନ: ଦୁର୍ଗା ମନ୍ଦିର, ରେମୁଣା, ସମୟ: ପୂର୍ବାହ୍ନ ୧୦ଟା ୩୦।	[8, 363, 218, 414]
zodiac-entry	[1118, 943, 1473, 1081]
article-paragraph: ରଥ ଓ ଶ୍ରୀମନ୍ଦିରରେ ରତ୍ନଭଣ୍ଡାର ଖୋଲିବା ପାଇଁ ଗଠିତ ଉଚ୍ଚସ୍ତରୀୟ କମିଟି ବୈଠକ କରି ନିଷ୍ପତ୍ତି ନେଇଛି। ଆସନ୍ତା ୧୪ ତାରିଖରେ ରତ୍ନଭଣ୍ଡାର ଖୋଲାଯିବ ବୋଲି କମିଟି ଅଧ୍ୟକ୍ଷ ସୂଚନା ଦେଇଛନ୍ତି।	[252, 1457, 520, 1526]
horoscope-column	[1118, 92, 1473, 2272]
photo-caption: ସୁରେଶ ନାୟକ	[53, 1654, 113, 1668]
section-divider	[0, 1082, 1110, 1084]
zodiac-forecast: ବୃହସ୍ପତିଙ୍କ ଶୁଭ ପ୍ରଭାବ ଯୋଗୁଁ ଧନ ଲାଭ ହେବ। ସରକାରୀ କ୍ଷେତ୍ରରେ କାର୍ଯ୍ୟ ସଫଳ ହେବ। ପରିବାର ସହ ଧାର୍ମିକ ସ୍ଥାନ ଭ୍ରମଣ କରିପାରନ୍ତି। ସ୍ୱାସ୍ଥ୍ୟ ଭଲ ରହିବ।	[1230, 1382, 1473, 1451]
event-item: • ବୁଜେଗୁରୁ ମିଶନ ଶିକ୍ଷା ଯୋଜନା ସମ୍ପର୍କିତ ବୈଠକ, ସ୍ଥାନ: ପଟ୍ଟାମୁଣ୍ଡାଇ, ସମୟ: ପୂର୍ବାହ୍ନ ୧୦ଟା।	[896, 431, 1106, 482]
event-item: • ମହାପ୍ରଭୁଙ୍କ ଗୁଣ୍ଡିଚା ଉତ୍ସବ ଉପଲକ୍ଷେ ପୂଜାର୍ଚ୍ଚନା, ସ୍ଥାନ: ସମଲେଇ ମନ୍ଦିର, ସମୟ: ସକାଳ ୮ଟା।	[452, 452, 662, 503]
article-paragraph: ସୁବର୍ଣ୍ଣପୁର ଜିଲ୍ଲାର ବିଭିନ୍ନ ଅଞ୍ଚଳରୁ ଆସିଥିବା କର୍ମୀମାନେ ଏହି ସଭାରେ ଯୋଗ ଦେଇଥିଲେ। ଆଗାମୀ ପଞ୍ଚାୟତ ନିର୍ବାଚନକୁ ଦୃଷ୍ଟିରେ ରଖି ଦଳ ପକ୍ଷରୁ ବିଭିନ୍ନ କାର୍ଯ୍ୟକ୍ରମ ଆୟୋଜନ କରାଯିବ ବୋଲି ନେତାମାନେ କହିଥିଲେ।	[8, 1722, 240, 1808]
zodiac-label: କନ୍ୟା	[1126, 945, 1216, 967]
